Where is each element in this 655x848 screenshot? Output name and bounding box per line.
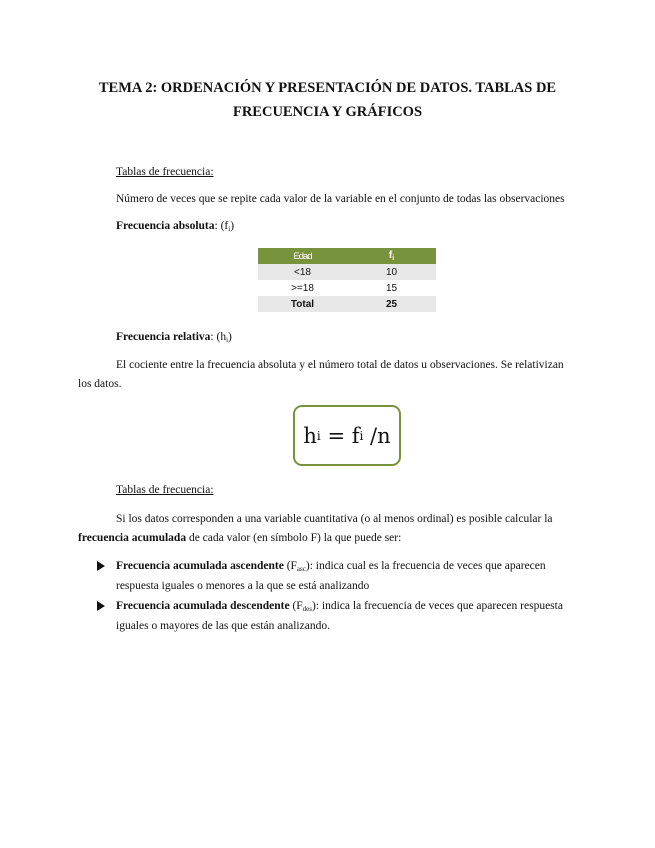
table-row: [258, 264, 436, 280]
title-line-1: TEMA 2: ORDENACIÓN Y PRESENTACIÓN DE DATOS. TABLAS DE: [98, 80, 557, 96]
relative-frequency-close: ): [228, 331, 232, 343]
relative-frequency-label: [116, 327, 232, 350]
bullet-ascending-term: Frecuencia acumulada ascendente: [116, 560, 284, 572]
bullet-descending-post: ): indica la frecuencia de veces que aparecen respuesta: [312, 600, 563, 612]
table-header-edad: Edad: [258, 248, 347, 264]
arrow-bullet-icon: [97, 556, 107, 579]
frequency-description: Número de veces que se repite cada valor de la variable en el conjunto de todas las observaciones: [116, 193, 565, 205]
absolute-frequency-label: [116, 216, 234, 239]
table-row: [258, 280, 436, 296]
cumulative-intro-line-2: [78, 528, 401, 548]
bullet-ascending-pre: (F: [283, 560, 297, 572]
table-header-fi: [347, 248, 436, 264]
absolute-frequency-sub: i: [228, 225, 231, 233]
section-heading-tablas: Tablas de frecuencia:: [116, 166, 214, 178]
bullet-descending-term: Frecuencia acumulada descendente: [116, 600, 290, 612]
absolute-frequency-close: ): [230, 220, 235, 232]
bullet-descending-pre: (F: [289, 600, 303, 612]
formula-rhs-sub: i: [359, 428, 364, 443]
absolute-frequency-term: Frecuencia absoluta: [116, 220, 215, 232]
relative-description-line-1: El cociente entre la frecuencia absoluta y el número total de datos u observaciones. Se relativizan: [116, 359, 564, 371]
relative-frequency-term: Frecuencia relativa: [116, 331, 211, 343]
page-title: [60, 76, 595, 124]
bullet-ascending-post: ): indica cual es la frecuencia de veces que aparecen: [305, 560, 546, 572]
table-cell: <18: [258, 264, 347, 280]
relative-frequency-sub: i: [226, 336, 229, 344]
bullet-ascending-line-2: respuesta iguales o menores a la que se está analizando: [116, 580, 370, 592]
bullet-ascending-sub: asc: [296, 565, 306, 573]
arrow-bullet-icon: [97, 596, 107, 619]
table-cell: 25: [347, 296, 436, 312]
bullet-descending-line-2: iguales o mayores de las que están analizando.: [116, 620, 330, 632]
cumulative-rest: de cada valor (en símbolo F) la que puede ser:: [186, 532, 402, 544]
section-heading-tablas-2: Tablas de frecuencia:: [116, 484, 214, 496]
table-header-f: f: [388, 250, 393, 261]
relative-description-line-2: los datos.: [78, 378, 122, 390]
table-row: [258, 296, 436, 312]
table-cell: 15: [347, 280, 436, 296]
relative-frequency-symbol: : (h: [210, 331, 227, 343]
table-header-f-sub: i: [392, 255, 395, 262]
formula-tail: /n: [363, 423, 391, 448]
cumulative-intro-line-1: Si los datos corresponden a una variable cuantitativa (o al menos ordinal) es posible calcular la: [116, 513, 553, 525]
title-line-2: FRECUENCIA Y GRÁFICOS: [232, 104, 423, 120]
formula-eq: = f: [320, 423, 360, 448]
table-cell: Total: [258, 296, 347, 312]
cumulative-term: frecuencia acumulada: [78, 532, 187, 544]
formula-lhs: h: [303, 423, 317, 448]
table-cell: >=18: [258, 280, 347, 296]
table-cell: 10: [347, 264, 436, 280]
frequency-table: [258, 248, 436, 312]
relative-frequency-formula: [293, 405, 401, 466]
formula-lhs-sub: i: [316, 428, 321, 443]
bullet-descending-sub: des: [302, 605, 313, 613]
absolute-frequency-symbol: : (f: [214, 220, 229, 232]
